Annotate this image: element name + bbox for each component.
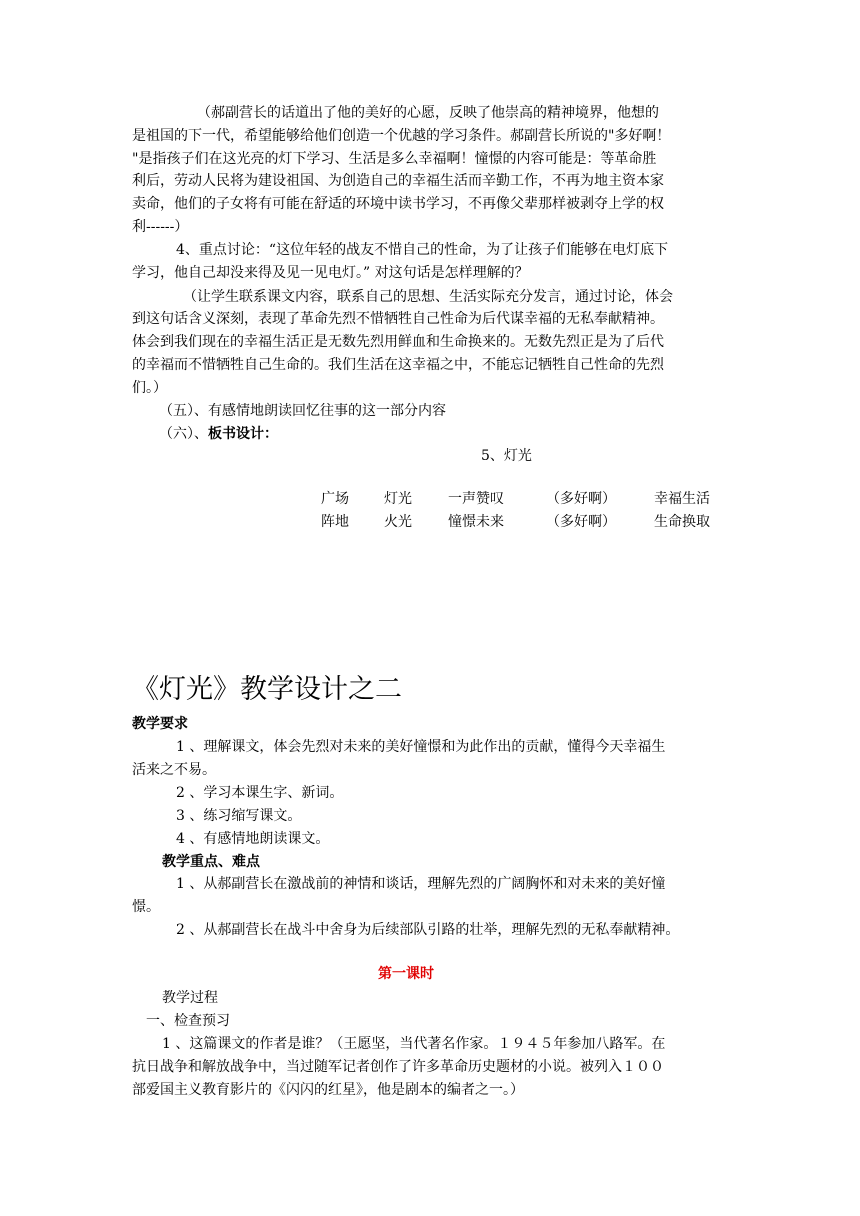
step5-line: （五）、有感情地朗读回忆往事的这一部分内容 — [159, 403, 446, 419]
para2-line-2: 到这句话含义深刻，表现了革命先烈不惜牺牲自己性命为后代谋幸福的无私奉献精神。 — [132, 311, 664, 327]
q4-line-1: 4、重点讨论：“这位年轻的战友不惜自己的性命，为了让孩子们能够在电灯底下 — [176, 242, 669, 258]
para2-line-5: 们。） — [132, 380, 167, 396]
board-cell: 憧憬未来 — [448, 514, 504, 530]
board-cell: 生命换取 — [654, 514, 710, 530]
process-heading: 教学过程 — [162, 990, 218, 1006]
para1-line-4: 利后，劳动人民将为建设祖国、为创造自己的幸福生活而辛勤工作，不再为地主资本家 — [132, 173, 664, 189]
para2-line-3: 体会到我们现在的幸福生活正是无数先烈用鲜血和生命换来的。无数先烈正是为了后代 — [132, 334, 664, 350]
board-cell: （多好啊） — [546, 514, 616, 530]
board-cell: 火光 — [384, 514, 412, 530]
para1-line-3: "是指孩子们在这光亮的灯下学习、生活是多么幸福啊！憧憬的内容可能是：等革命胜 — [132, 151, 657, 167]
para1-line-1: （郝副营长的话道出了他的美好的心愿，反映了他崇高的精神境界，他想的 — [197, 105, 659, 121]
para2-line-4: 的幸福而不惜牺牲自己生命的。我们生活在这幸福之中，不能忘记牺牲自己性命的先烈 — [132, 357, 664, 373]
q1-line-3: 部爱国主义教育影片的《闪闪的红星》，他是剧本的编者之一。） — [132, 1082, 524, 1098]
para1-line-6: 利------） — [132, 219, 189, 235]
step6-line — [159, 424, 278, 444]
key1-line-1: 1 、从郝副营长在激战前的神情和谈话，理解先烈的广阔胸怀和对未来的美好憧 — [176, 876, 666, 892]
lesson-heading: 第一课时 — [378, 966, 434, 982]
board-design-heading: 板书设计： — [208, 426, 278, 442]
key2-line: 2 、从郝副营长在战斗中舍身为后续部队引路的壮举，理解先烈的无私奉献精神。 — [176, 922, 680, 938]
board-cell: 广场 — [321, 491, 349, 507]
q4-line-2: 学习，他自己却没来得及见一见电灯。” 对这句话是怎样理解的？ — [132, 265, 529, 281]
board-cell: 阵地 — [321, 514, 349, 530]
board-cell: 一声赞叹 — [448, 491, 504, 507]
req-heading: 教学要求 — [132, 716, 188, 732]
board-title: 5、灯光 — [481, 448, 532, 464]
req4-line: 4 、有感情地朗读课文。 — [176, 831, 330, 847]
board-cell: 幸福生活 — [654, 491, 710, 507]
document-title: 《灯光》教学设计之二 — [132, 674, 402, 705]
req3-line: 3 、练习缩写课文。 — [176, 808, 302, 824]
para1-line-2: 是祖国的下一代，希望能够给他们创造一个优越的学习条件。郝副营长所说的"多好啊！ — [132, 128, 671, 144]
req1-line-1: 1 、理解课文，体会先烈对未来的美好憧憬和为此作出的贡献，懂得今天幸福生 — [176, 739, 666, 755]
req2-line: 2 、学习本课生字、新词。 — [176, 785, 344, 801]
step6-prefix: （六）、 — [159, 426, 208, 442]
board-cell: 灯光 — [384, 491, 412, 507]
q1-line-1: 1 、这篇课文的作者是谁？（王愿坚，当代著名作家。１９４５年参加八路军。在 — [162, 1036, 666, 1052]
step1-line: 一、检查预习 — [146, 1013, 230, 1029]
para1-line-5: 卖命，他们的子女将有可能在舒适的环境中读书学习，不再像父辈那样被剥夺上学的权 — [132, 196, 664, 212]
key-heading: 教学重点、难点 — [162, 854, 260, 870]
q1-line-2: 抗日战争和解放战争中，当过随军记者创作了许多革命历史题材的小说。被列入１００ — [132, 1059, 664, 1075]
key1-line-2: 憬。 — [132, 899, 160, 915]
req1-line-2: 活来之不易。 — [132, 762, 216, 778]
para2-line-1: （让学生联系课文内容，联系自己的思想、生活实际充分发言，通过讨论，体会 — [183, 289, 673, 305]
board-cell: （多好啊） — [546, 491, 616, 507]
